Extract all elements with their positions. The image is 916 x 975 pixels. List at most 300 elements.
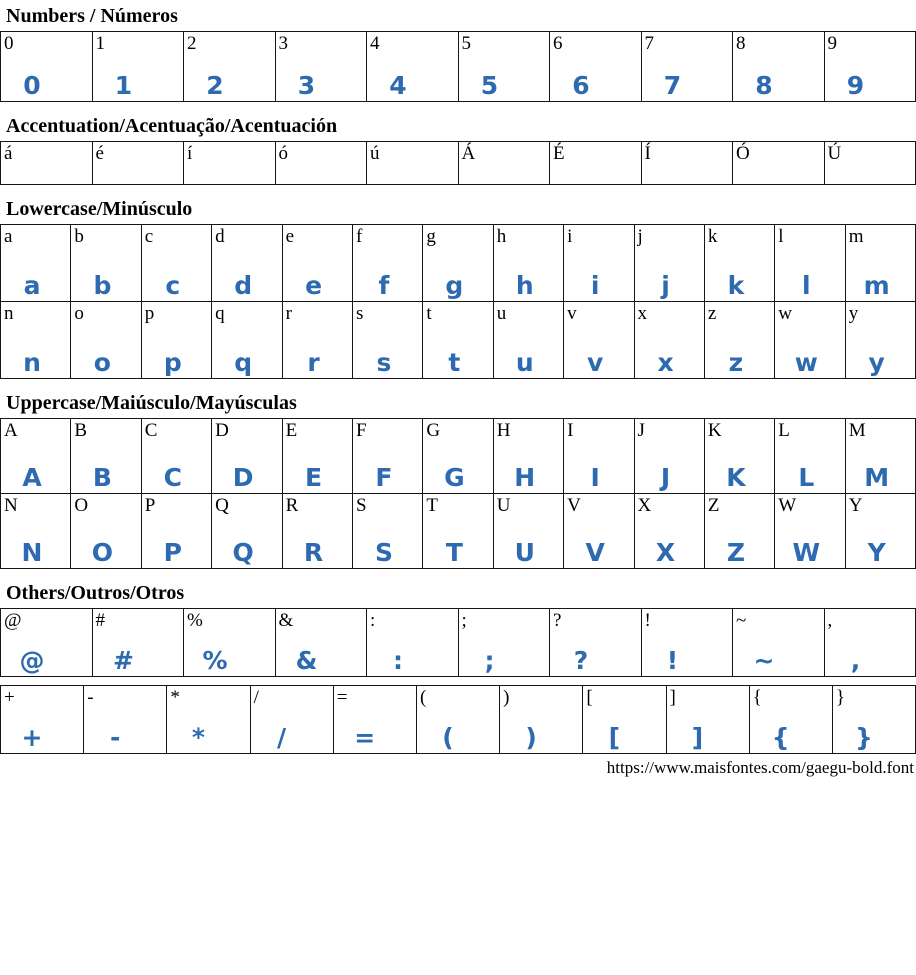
preview-glyph: j xyxy=(661,271,670,300)
reference-char: * xyxy=(170,687,180,708)
glyph-cell xyxy=(563,302,633,378)
section-title-numbers: Numbers / Números xyxy=(6,5,178,27)
reference-char: N xyxy=(4,495,18,516)
reference-char: i xyxy=(567,226,573,247)
preview-glyph: n xyxy=(23,348,41,377)
preview-glyph: t xyxy=(448,348,461,377)
preview-glyph: S xyxy=(374,538,393,567)
reference-char: k xyxy=(707,226,718,247)
glyph-cell xyxy=(211,494,281,568)
preview-glyph: d xyxy=(234,271,253,300)
glyph-cell xyxy=(634,302,704,378)
glyph-cell xyxy=(366,32,458,101)
preview-glyph: w xyxy=(794,348,818,377)
glyph-cell xyxy=(422,225,492,301)
preview-glyph: W xyxy=(792,538,821,567)
glyph-cell xyxy=(1,32,92,101)
glyph-cell xyxy=(845,225,915,301)
reference-char: 3 xyxy=(278,33,288,54)
glyph-cell xyxy=(275,142,367,184)
section-title-lowercase: Lowercase/Minúsculo xyxy=(6,198,193,220)
reference-char: Q xyxy=(215,495,229,516)
preview-glyph: 8 xyxy=(755,71,773,100)
preview-glyph: ; xyxy=(484,646,495,675)
reference-char: f xyxy=(355,226,363,247)
section-title-accentuation: Accentuation/Acentuação/Acentuación xyxy=(6,115,338,137)
glyph-cell xyxy=(352,494,422,568)
preview-glyph: ? xyxy=(573,646,589,675)
reference-char: [ xyxy=(586,687,593,708)
preview-glyph: 3 xyxy=(297,71,316,100)
glyph-cell xyxy=(824,609,916,676)
reference-char: V xyxy=(567,495,581,516)
preview-glyph: P xyxy=(163,538,182,567)
glyph-cell xyxy=(493,494,563,568)
preview-glyph: 2 xyxy=(206,71,224,100)
glyph-cell xyxy=(282,419,352,493)
reference-char: Í xyxy=(644,143,651,164)
preview-glyph: [ xyxy=(608,723,621,752)
reference-char: : xyxy=(370,610,376,631)
reference-char: Z xyxy=(707,495,720,516)
glyph-cell xyxy=(211,225,281,301)
glyph-cell xyxy=(458,32,550,101)
preview-glyph: = xyxy=(354,723,376,752)
glyph-cell xyxy=(549,32,641,101)
preview-glyph: C xyxy=(163,463,182,492)
reference-char: g xyxy=(426,226,436,247)
preview-glyph: { xyxy=(771,723,790,752)
glyph-cell xyxy=(70,494,140,568)
glyph-row xyxy=(1,225,915,301)
glyph-cell xyxy=(458,142,550,184)
glyph-cell xyxy=(70,302,140,378)
preview-glyph: - xyxy=(109,723,121,752)
glyph-cell xyxy=(333,686,416,753)
reference-char: Y xyxy=(848,495,863,516)
reference-char: + xyxy=(4,687,15,708)
reference-char: T xyxy=(426,495,438,516)
glyph-cell xyxy=(845,302,915,378)
glyph-cell xyxy=(634,419,704,493)
glyph-row xyxy=(1,301,915,378)
preview-glyph: J xyxy=(660,463,671,492)
reference-char: I xyxy=(567,420,574,441)
glyph-cell xyxy=(366,142,458,184)
preview-glyph: A xyxy=(22,463,42,492)
preview-glyph: v xyxy=(586,348,604,377)
preview-glyph xyxy=(284,182,330,184)
glyph-cell xyxy=(641,142,733,184)
reference-char: ? xyxy=(553,610,562,631)
preview-glyph: o xyxy=(93,348,111,377)
reference-char: A xyxy=(4,420,18,441)
glyph-cell xyxy=(824,142,916,184)
preview-glyph xyxy=(192,182,238,184)
glyph-row xyxy=(1,493,915,568)
preview-glyph: Q xyxy=(232,538,254,567)
preview-glyph: s xyxy=(376,348,392,377)
preview-glyph: Z xyxy=(726,538,745,567)
glyph-table-lowercase-0 xyxy=(0,224,916,379)
preview-glyph: f xyxy=(378,271,390,300)
glyph-cell xyxy=(422,302,492,378)
preview-glyph xyxy=(650,182,696,184)
reference-char: # xyxy=(95,610,105,631)
glyph-cell xyxy=(282,302,352,378)
reference-char: @ xyxy=(4,610,22,631)
preview-glyph: N xyxy=(21,538,43,567)
preview-glyph: u xyxy=(515,348,534,377)
glyph-cell xyxy=(732,142,824,184)
preview-glyph xyxy=(101,182,147,184)
reference-char: j xyxy=(637,226,643,247)
glyph-cell xyxy=(845,419,915,493)
reference-char: H xyxy=(496,420,511,441)
reference-char: x xyxy=(637,303,648,324)
reference-char: ~ xyxy=(736,610,747,631)
glyph-table-accentuation-0 xyxy=(0,141,916,185)
glyph-cell xyxy=(211,419,281,493)
preview-glyph: H xyxy=(514,463,536,492)
preview-glyph: i xyxy=(590,271,600,300)
glyph-cell xyxy=(634,494,704,568)
reference-char: W xyxy=(778,495,797,516)
preview-glyph: c xyxy=(165,271,181,300)
glyph-cell xyxy=(422,419,492,493)
reference-char: 8 xyxy=(736,33,746,54)
preview-glyph: ~ xyxy=(753,646,775,675)
reference-char: ; xyxy=(461,610,467,631)
preview-glyph: b xyxy=(93,271,112,300)
glyph-cell xyxy=(666,686,749,753)
preview-glyph: D xyxy=(232,463,254,492)
glyph-table-others-1 xyxy=(0,685,916,754)
glyph-cell xyxy=(1,686,83,753)
preview-glyph: l xyxy=(802,271,811,300)
glyph-row xyxy=(1,686,915,753)
section-numbers xyxy=(0,2,916,102)
glyph-row xyxy=(1,419,915,493)
reference-char: é xyxy=(95,143,104,164)
reference-char: c xyxy=(144,226,154,247)
glyph-cell xyxy=(282,494,352,568)
glyph-cell xyxy=(493,225,563,301)
preview-glyph xyxy=(467,182,513,184)
preview-glyph: G xyxy=(444,463,465,492)
reference-char: C xyxy=(144,420,158,441)
preview-glyph: ) xyxy=(525,723,537,752)
source-url-text: https://www.maisfontes.com/gaegu-bold.font xyxy=(606,758,914,777)
glyph-cell xyxy=(183,609,275,676)
reference-char: { xyxy=(752,687,762,708)
glyph-cell xyxy=(458,609,550,676)
preview-glyph: ! xyxy=(666,646,679,675)
glyph-cell xyxy=(83,686,166,753)
reference-char: p xyxy=(144,303,155,324)
preview-glyph: x xyxy=(657,348,674,377)
reference-char: d xyxy=(215,226,225,247)
glyph-cell xyxy=(832,686,915,753)
glyph-cell xyxy=(641,32,733,101)
preview-glyph xyxy=(741,182,787,184)
glyph-cell xyxy=(493,419,563,493)
reference-char: o xyxy=(74,303,84,324)
reference-char: ! xyxy=(644,610,651,631)
glyph-cell xyxy=(563,225,633,301)
reference-char: b xyxy=(74,226,84,247)
preview-glyph: m xyxy=(863,271,890,300)
preview-glyph: p xyxy=(163,348,182,377)
preview-glyph: # xyxy=(113,646,134,675)
reference-char: X xyxy=(637,495,652,516)
reference-char: R xyxy=(285,495,299,516)
glyph-cell xyxy=(282,225,352,301)
glyph-cell xyxy=(493,302,563,378)
glyph-cell xyxy=(704,494,774,568)
reference-char: S xyxy=(355,495,367,516)
glyph-cell xyxy=(275,32,367,101)
reference-char: Ú xyxy=(827,143,842,164)
glyph-cell xyxy=(141,419,211,493)
reference-char: O xyxy=(74,495,89,516)
preview-glyph: M xyxy=(864,463,890,492)
section-title-uppercase: Uppercase/Maiúsculo/Mayúsculas xyxy=(6,392,297,414)
reference-char: u xyxy=(496,303,507,324)
glyph-cell xyxy=(634,225,704,301)
preview-glyph: X xyxy=(655,538,676,567)
reference-char: w xyxy=(778,303,793,324)
glyph-cell xyxy=(732,32,824,101)
reference-char: ] xyxy=(669,687,676,708)
section-others xyxy=(0,579,916,754)
glyph-cell xyxy=(70,225,140,301)
reference-char: % xyxy=(187,610,203,631)
glyph-cell xyxy=(774,225,844,301)
section-uppercase xyxy=(0,389,916,569)
reference-char: , xyxy=(827,610,833,631)
glyph-cell xyxy=(183,32,275,101)
glyph-cell xyxy=(549,609,641,676)
preview-glyph: 1 xyxy=(114,71,133,100)
reference-char: 1 xyxy=(95,33,105,54)
reference-char: É xyxy=(553,143,565,164)
reference-char: r xyxy=(285,303,292,324)
glyph-cell xyxy=(749,686,832,753)
reference-char: ó xyxy=(278,143,288,164)
glyph-table-others-0 xyxy=(0,608,916,677)
preview-glyph: O xyxy=(91,538,114,567)
glyph-cell xyxy=(1,142,92,184)
reference-char: Ó xyxy=(736,143,750,164)
glyph-cell xyxy=(641,609,733,676)
reference-char: ú xyxy=(370,143,380,164)
glyph-row xyxy=(1,142,915,184)
reference-char: / xyxy=(253,687,259,708)
reference-char: í xyxy=(187,143,193,164)
preview-glyph: ( xyxy=(442,723,454,752)
preview-glyph: h xyxy=(515,271,534,300)
reference-char: t xyxy=(426,303,432,324)
glyph-cell xyxy=(422,494,492,568)
reference-char: = xyxy=(336,687,348,708)
preview-glyph: / xyxy=(276,723,287,752)
glyph-cell xyxy=(352,225,422,301)
glyph-cell xyxy=(1,494,70,568)
reference-char: ( xyxy=(419,687,427,708)
preview-glyph xyxy=(9,182,55,184)
glyph-cell xyxy=(141,494,211,568)
reference-char: q xyxy=(215,303,225,324)
glyph-table-numbers-0 xyxy=(0,31,916,102)
reference-char: a xyxy=(4,226,13,247)
preview-glyph: ] xyxy=(691,723,704,752)
reference-char: y xyxy=(848,303,859,324)
preview-glyph: 9 xyxy=(846,71,865,100)
preview-glyph: , xyxy=(850,646,861,675)
glyph-cell xyxy=(1,225,70,301)
glyph-cell xyxy=(352,419,422,493)
glyph-row xyxy=(1,32,915,101)
glyph-cell xyxy=(1,609,92,676)
glyph-cell xyxy=(1,302,70,378)
glyph-cell xyxy=(92,142,184,184)
glyph-cell xyxy=(704,419,774,493)
section-title-others: Others/Outros/Otros xyxy=(6,582,185,604)
glyph-cell xyxy=(774,419,844,493)
preview-glyph xyxy=(833,182,879,184)
section-lowercase xyxy=(0,195,916,379)
reference-char: D xyxy=(215,420,229,441)
preview-glyph: % xyxy=(202,646,228,675)
reference-char: v xyxy=(567,303,577,324)
glyph-cell xyxy=(563,419,633,493)
reference-char: 0 xyxy=(4,33,14,54)
reference-char: 5 xyxy=(461,33,471,54)
preview-glyph: B xyxy=(92,463,112,492)
reference-char: 9 xyxy=(827,33,837,54)
reference-char: n xyxy=(4,303,14,324)
reference-char: 6 xyxy=(553,33,563,54)
glyph-cell xyxy=(845,494,915,568)
preview-glyph: K xyxy=(726,463,746,492)
preview-glyph: L xyxy=(798,463,815,492)
reference-char: P xyxy=(144,495,156,516)
preview-glyph: 5 xyxy=(480,71,499,100)
preview-glyph: g xyxy=(445,271,464,300)
glyph-cell xyxy=(211,302,281,378)
preview-glyph: T xyxy=(445,538,463,567)
reference-char: E xyxy=(285,420,298,441)
glyph-cell xyxy=(732,609,824,676)
preview-glyph: I xyxy=(590,463,600,492)
reference-char: Á xyxy=(461,143,476,164)
glyph-cell xyxy=(92,32,184,101)
preview-glyph: V xyxy=(585,538,605,567)
preview-glyph: & xyxy=(295,646,318,675)
glyph-cell xyxy=(563,494,633,568)
reference-char: 2 xyxy=(187,33,197,54)
glyph-cell xyxy=(92,609,184,676)
reference-char: l xyxy=(778,226,784,247)
preview-glyph: F xyxy=(375,463,393,492)
glyph-cell xyxy=(1,419,70,493)
preview-glyph: 6 xyxy=(572,71,590,100)
glyph-cell xyxy=(704,302,774,378)
preview-glyph: U xyxy=(514,538,535,567)
glyph-cell xyxy=(166,686,249,753)
reference-char: á xyxy=(4,143,13,164)
reference-char: & xyxy=(278,610,294,631)
preview-glyph: r xyxy=(307,348,320,377)
reference-char: K xyxy=(707,420,722,441)
reference-char: ) xyxy=(503,687,510,708)
preview-glyph: : xyxy=(393,646,403,675)
glyph-row xyxy=(1,609,915,676)
reference-char: - xyxy=(87,687,94,708)
reference-char: M xyxy=(848,420,866,441)
reference-char: 7 xyxy=(644,33,654,54)
glyph-cell xyxy=(582,686,665,753)
preview-glyph: y xyxy=(868,348,885,377)
preview-glyph: E xyxy=(305,463,323,492)
section-accentuation xyxy=(0,112,916,185)
preview-glyph xyxy=(375,182,421,184)
preview-glyph xyxy=(558,182,604,184)
glyph-cell xyxy=(141,302,211,378)
reference-char: z xyxy=(707,303,717,324)
preview-glyph: + xyxy=(21,723,43,752)
glyph-cell xyxy=(499,686,582,753)
glyph-cell xyxy=(183,142,275,184)
preview-glyph: z xyxy=(728,348,744,377)
reference-char: J xyxy=(637,420,645,441)
glyph-cell xyxy=(70,419,140,493)
preview-glyph: @ xyxy=(19,646,45,675)
reference-char: G xyxy=(426,420,441,441)
glyph-cell xyxy=(275,609,367,676)
preview-glyph: Y xyxy=(867,538,886,567)
preview-glyph: } xyxy=(854,723,873,752)
glyph-cell xyxy=(352,302,422,378)
preview-glyph: * xyxy=(191,723,205,752)
glyph-cell xyxy=(366,609,458,676)
preview-glyph: R xyxy=(303,538,324,567)
glyph-cell xyxy=(774,302,844,378)
reference-char: F xyxy=(355,420,367,441)
reference-char: s xyxy=(355,303,364,324)
glyph-cell xyxy=(250,686,333,753)
preview-glyph: e xyxy=(305,271,323,300)
reference-char: e xyxy=(285,226,294,247)
reference-char: h xyxy=(496,226,507,247)
reference-char: m xyxy=(848,226,864,247)
preview-glyph: a xyxy=(23,271,41,300)
specimen-sections xyxy=(0,2,916,754)
glyph-cell xyxy=(416,686,499,753)
glyph-cell xyxy=(774,494,844,568)
reference-char: 4 xyxy=(370,33,380,54)
reference-char: B xyxy=(74,420,88,441)
reference-char: L xyxy=(778,420,790,441)
preview-glyph: k xyxy=(727,271,745,300)
preview-glyph: 7 xyxy=(663,71,682,100)
reference-char: } xyxy=(835,687,845,708)
glyph-cell xyxy=(141,225,211,301)
reference-char: U xyxy=(496,495,511,516)
glyph-table-uppercase-0 xyxy=(0,418,916,569)
glyph-cell xyxy=(824,32,916,101)
